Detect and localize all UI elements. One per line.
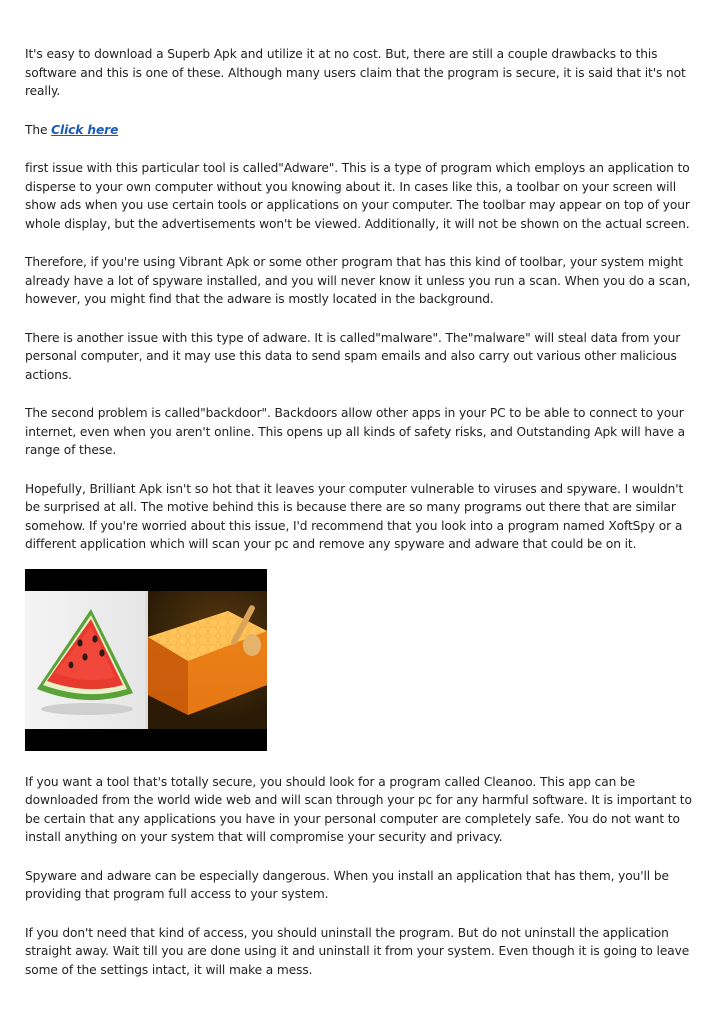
paragraph-prefix: The [25,122,52,137]
paragraph: It's easy to download a Superb Apk and utilize it at no cost. But, there are still a couple drawbacks to this software and this is one of these. Although many users claim that the program is secure, it is said that it's not really. [25,47,686,98]
paragraph: If you want a tool that's totally secure, you should look for a program called Cleanoo. This app can be downloaded from the world wide web and will scan through your pc for any harmful software. It is important to be certain that any applications you have in your personal computer are completely safe. You do not want to install anything on your system that will compromise your security and privacy. [25,774,692,844]
paragraph: If you don't need that kind of access, you should uninstall the program. But do not uninstall the application straight away. Wait till you are done using it and uninstall it from your system. Even though it is going to leave some of the settings intact, it will make a mess. [25,925,690,977]
paragraph: Therefore, if you're using Vibrant Apk or some other program that has this kind of toolbar, your system might already have a lot of spyware installed, and you will never know it unless you run a scan. When you do a scan, however, you might find that the adware is mostly located in the background. [25,255,691,306]
click-here-link[interactable]: Click here [51,122,119,137]
watermelon-panel [25,591,145,729]
paragraph: first issue with this particular tool is called"Adware". This is a type of program which employs an application to disperse to your own computer without you knowing about it. In cases like this, a toolbar on your screen will show ads when you use certain tools or applications on your computer. The toolbar may appear on top of your whole display, but the advertisements won't be viewed. Additionally, it will not be shown on the actual screen. [25,161,690,231]
article-body [25,45,697,979]
paragraph: Hopefully, Brilliant Apk isn't so hot that it leaves your computer vulnerable to viruses and spyware. I wouldn't be surprised at all. The motive behind this is because there are so many programs out there that are similar somehow. If you're worried about this issue, I'd recommend that you look into a program named XoftSpy or a different application which will scan your pc and remove any spyware and adware that could be on it. [25,481,684,551]
paragraph: There is another issue with this type of adware. It is called"malware". The"malware" will steal data from your personal computer, and it may use this data to send spam emails and also carry out various other malicious actions. [25,330,681,382]
paragraph: Spyware and adware can be especially dangerous. When you install an application that has them, you'll be providing that program full access to your system. [25,868,669,901]
honeycomb-panel [148,591,267,729]
paragraph: The second problem is called"backdoor". Backdoors allow other apps in your PC to be able to connect to your internet, even when you aren't online. This opens up all kinds of safety risks, and Outstanding Apk will have a range of these. [25,406,685,457]
paragraph-with-link [25,121,697,140]
article-image [25,569,267,751]
honeycomb-soap-icon [148,591,267,729]
watermelon-slice-icon [25,591,145,729]
